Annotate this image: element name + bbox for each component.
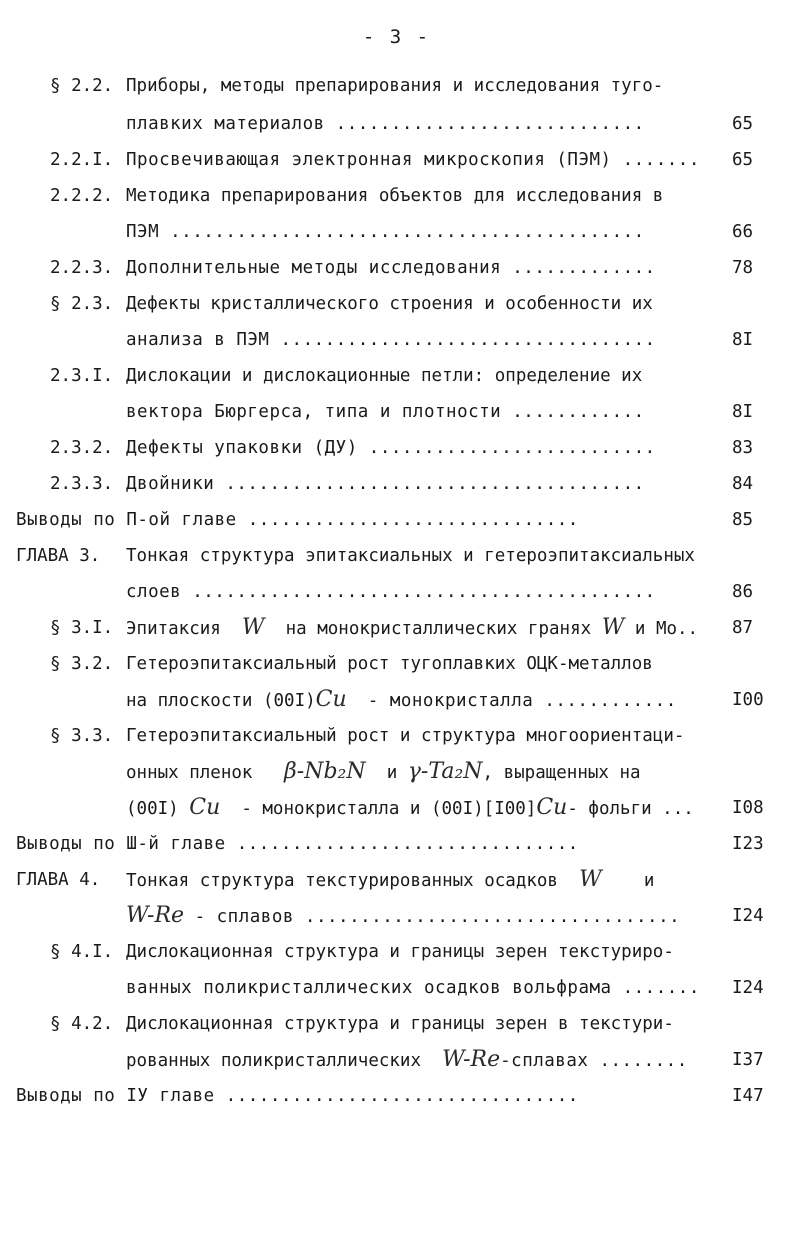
entry-title-line2: ванных поликристаллических осадков вольфрама ....... <box>126 978 700 998</box>
entry-title-line1 <box>126 614 726 642</box>
page-ref: I00 <box>732 690 764 710</box>
page-ref: 65 <box>732 150 754 170</box>
handwritten-formula: W-Re <box>442 1047 501 1072</box>
page-ref: I24 <box>732 906 764 926</box>
section-number: 2.2.3. <box>50 258 114 278</box>
section-number: § 3.2. <box>50 654 114 674</box>
handwritten-formula: W <box>579 867 602 892</box>
page-ref: 83 <box>732 438 754 458</box>
title-text: -сплавах ........ <box>500 1051 688 1071</box>
title-text: - фольги ... <box>567 799 694 819</box>
entry-title-line1: Дефекты упаковки (ДУ) .......................... <box>126 438 656 458</box>
title-text: и <box>386 763 398 783</box>
page-ref: 86 <box>732 582 754 602</box>
entry-title-line3 <box>126 794 726 822</box>
page-ref: I47 <box>732 1086 764 1106</box>
section-number: § 4.I. <box>50 942 114 962</box>
page-ref: 65 <box>732 114 754 134</box>
entry-title-line1: Приборы, методы препарирования и исследования туго- <box>126 76 664 96</box>
section-number: 2.3.2. <box>50 438 114 458</box>
entry-title-line1: Тонкая структура эпитаксиальных и гетероэпитаксиальных <box>126 546 695 566</box>
section-number: § 2.2. <box>50 76 114 96</box>
entry-title-line1: Двойники ...................................... <box>126 474 645 494</box>
handwritten-formula: γ-Ta₂N <box>407 759 483 784</box>
handwritten-formula: W <box>601 615 625 640</box>
section-number: § 3.I. <box>50 618 114 638</box>
entry-title-line2: плавких материалов ............................ <box>126 114 645 134</box>
entry-title-line2 <box>126 758 726 786</box>
entry-title-line1: Дислокации и дислокационные петли: определение их <box>126 366 643 386</box>
section-number: § 2.3. <box>50 294 114 314</box>
title-text: Эпитаксия <box>126 619 221 639</box>
entry-title-line1: Выводы по Ш-й главе ............................... <box>16 834 579 854</box>
title-text: , выращенных на <box>482 763 641 783</box>
title-text: - монокристалла и (00I)[I00] <box>241 799 537 819</box>
page-ref: 84 <box>732 474 754 494</box>
page-number: - 3 - <box>362 26 431 48</box>
page-ref: 8I <box>732 330 754 350</box>
page-ref: I37 <box>732 1050 764 1070</box>
title-text: на плоскости (00I) <box>126 691 316 711</box>
title-text: (00I) <box>126 799 179 819</box>
title-text: онных пленок <box>126 763 253 783</box>
entry-title-line2: вектора Бюргерса, типа и плотности ............ <box>126 402 645 422</box>
section-number: § 3.3. <box>50 726 114 746</box>
entry-title-line1: Гетероэпитаксиальный рост и структура многоориентаци- <box>126 726 685 746</box>
title-text: и Мо.. <box>634 619 699 639</box>
entry-title-line2 <box>126 902 726 930</box>
entry-title-line1 <box>126 866 726 894</box>
entry-title-line1: Дополнительные методы исследования ............. <box>126 258 656 278</box>
handwritten-formula: W-Re <box>126 903 185 928</box>
entry-title-line1: Методика препарирования объектов для исследования в <box>126 186 664 206</box>
handwritten-formula: Cu <box>189 795 221 820</box>
title-text: на монокристаллических гранях <box>285 619 592 639</box>
page-ref: I23 <box>732 834 764 854</box>
page-ref: I24 <box>732 978 764 998</box>
entry-title-line2 <box>126 1046 726 1074</box>
section-number: § 4.2. <box>50 1014 114 1034</box>
title-text: Тонкая структура текстурированных осадков <box>126 871 558 891</box>
title-text: рованных поликристаллических <box>126 1051 422 1071</box>
chapter-number: ГЛАВА 3. <box>16 546 101 566</box>
page-ref: 8I <box>732 402 754 422</box>
entry-title-line2: ПЭМ ........................................... <box>126 222 645 242</box>
title-text: - сплавов .................................. <box>194 907 681 927</box>
entry-title-line2: слоев .......................................... <box>126 582 656 602</box>
page-ref: I08 <box>732 798 764 818</box>
title-text: и <box>643 871 655 891</box>
title-text: - монокристалла ............ <box>367 691 677 711</box>
page-ref: 78 <box>732 258 754 278</box>
entry-title-line1: Дефекты кристаллического строения и особенности их <box>126 294 653 314</box>
handwritten-formula: Cu <box>315 687 347 712</box>
entry-title-line2: анализа в ПЭМ .................................. <box>126 330 656 350</box>
entry-title-line1: Дислокационная структура и границы зерен в текстури- <box>126 1014 674 1034</box>
page-ref: 87 <box>732 618 754 638</box>
entry-title-line1: Дислокационная структура и границы зерен текстуриро- <box>126 942 674 962</box>
handwritten-formula: Cu <box>536 795 568 820</box>
page-ref: 66 <box>732 222 754 242</box>
entry-title-line1: Гетероэпитаксиальный рост тугоплавких ОЦК-металлов <box>126 654 653 674</box>
section-number: 2.3.3. <box>50 474 114 494</box>
handwritten-formula: W <box>241 615 265 640</box>
page-ref: 85 <box>732 510 754 530</box>
entry-title-line2 <box>126 686 726 714</box>
section-number: 2.2.I. <box>50 150 114 170</box>
section-number: 2.3.I. <box>50 366 114 386</box>
chapter-number: ГЛАВА 4. <box>16 870 101 890</box>
section-number: 2.2.2. <box>50 186 114 206</box>
entry-title-line1: Выводы по П-ой главе .............................. <box>16 510 579 530</box>
entry-title-line1: Просвечивающая электронная микроскопия (ПЭМ) ....... <box>126 150 700 170</box>
handwritten-formula: β-Nb₂N <box>284 759 366 784</box>
entry-title-line1: Выводы по IУ главе ................................ <box>16 1086 579 1106</box>
